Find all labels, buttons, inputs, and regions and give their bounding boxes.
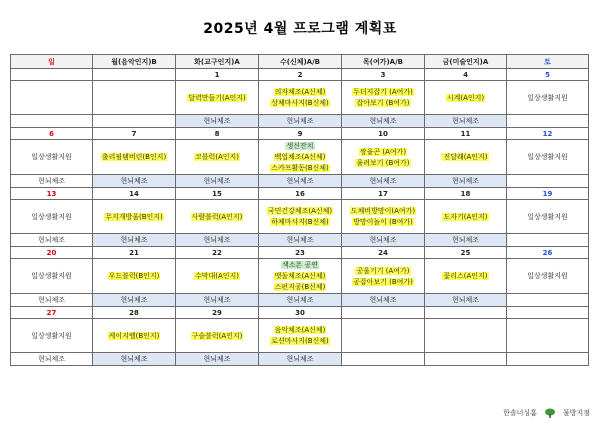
date-cell: 14 bbox=[93, 188, 176, 200]
tree-logo-icon bbox=[543, 408, 557, 418]
activity-cell bbox=[176, 319, 259, 353]
activity-cell bbox=[507, 81, 589, 115]
program-label: 율려보기 (B여가) bbox=[356, 158, 410, 167]
date-row bbox=[11, 307, 589, 319]
exercise-cell: 현뇌체조 bbox=[425, 294, 507, 307]
program-label: 우드블럭(B인지) bbox=[108, 272, 160, 280]
program-label: 의자체조(A신체) bbox=[274, 88, 326, 96]
exercise-cell: 현뇌체조 bbox=[342, 234, 425, 247]
exercise-cell: 현뇌체조 bbox=[176, 353, 259, 366]
activity-cell bbox=[93, 200, 176, 234]
activity-cell bbox=[259, 259, 342, 294]
date-cell: 26 bbox=[507, 247, 589, 259]
header-wednesday: 수(신체)A/B bbox=[259, 55, 342, 69]
activity-cell bbox=[342, 200, 425, 234]
activity-row bbox=[11, 319, 589, 353]
date-cell: 25 bbox=[425, 247, 507, 259]
exercise-cell: 현뇌체조 bbox=[176, 175, 259, 188]
date-cell: 4 bbox=[425, 69, 507, 81]
exercise-cell: 현뇌체조 bbox=[259, 353, 342, 366]
date-cell: 7 bbox=[93, 128, 176, 140]
activity-cell bbox=[176, 200, 259, 234]
program-label: 쌍윷곤 (A여가) bbox=[359, 147, 407, 156]
program-label: 잡아보기 (B여가) bbox=[356, 99, 410, 107]
date-cell: 19 bbox=[507, 188, 589, 200]
program-label: 달력만들기(A인지) bbox=[188, 93, 246, 102]
program-label: 도자기(A인지) bbox=[443, 212, 488, 221]
exercise-cell: 현뇌체조 bbox=[11, 353, 93, 366]
program-label: 스펀지공(B신체) bbox=[274, 283, 326, 291]
exercise-cell: 현뇌체조 bbox=[176, 294, 259, 307]
program-label: 출리핌탬버린(B인지) bbox=[101, 153, 167, 161]
header-friday: 금(미술인지)A bbox=[425, 55, 507, 69]
exercise-row bbox=[11, 294, 589, 307]
activity-row bbox=[11, 259, 589, 294]
program-label: 로션마사지(B신체) bbox=[271, 337, 329, 345]
program-label: 국민건강체조(A신체) bbox=[267, 207, 333, 215]
date-cell: 29 bbox=[176, 307, 259, 319]
date-cell: 6 bbox=[11, 128, 93, 140]
program-label: 일상생활지원 bbox=[527, 272, 568, 280]
activity-cell bbox=[259, 319, 342, 353]
exercise-cell: 현뇌체조 bbox=[93, 234, 176, 247]
activity-cell bbox=[507, 140, 589, 175]
date-cell: 27 bbox=[11, 307, 93, 319]
exercise-cell bbox=[507, 115, 589, 128]
activity-cell bbox=[259, 140, 342, 175]
facility-name: 한솔너싱홈 bbox=[503, 409, 537, 417]
exercise-cell bbox=[425, 353, 507, 366]
program-label: 구슬블럭(A인지) bbox=[191, 331, 243, 340]
program-label: 진달래(A인지) bbox=[443, 153, 488, 161]
exercise-cell: 현뇌체조 bbox=[11, 294, 93, 307]
activity-row bbox=[11, 81, 589, 115]
date-cell: 21 bbox=[93, 247, 176, 259]
exercise-cell bbox=[93, 115, 176, 128]
date-cell: 17 bbox=[342, 188, 425, 200]
activity-cell bbox=[507, 319, 589, 353]
exercise-cell bbox=[507, 175, 589, 188]
exercise-cell: 현뇌체조 bbox=[259, 175, 342, 188]
activity-cell bbox=[342, 259, 425, 294]
event-label: 생신잔치 bbox=[286, 142, 314, 150]
exercise-cell: 현뇌체조 bbox=[342, 175, 425, 188]
program-label: 케이지벨(B인지) bbox=[108, 331, 160, 340]
date-cell bbox=[342, 307, 425, 319]
date-cell bbox=[11, 69, 93, 81]
activity-cell bbox=[11, 259, 93, 294]
activity-cell bbox=[425, 259, 507, 294]
activity-cell bbox=[259, 81, 342, 115]
exercise-row bbox=[11, 353, 589, 366]
date-cell: 9 bbox=[259, 128, 342, 140]
program-label: 맷돌체조(A신체) bbox=[274, 272, 326, 280]
date-cell: 5 bbox=[507, 69, 589, 81]
date-cell: 24 bbox=[342, 247, 425, 259]
program-label: 무지개방울(B인지) bbox=[105, 212, 163, 221]
date-cell: 16 bbox=[259, 188, 342, 200]
activity-cell bbox=[176, 259, 259, 294]
date-cell: 15 bbox=[176, 188, 259, 200]
event-label: 색소폰 공연 bbox=[281, 261, 319, 269]
header-thursday: 목(여가)A/B bbox=[342, 55, 425, 69]
program-label: 하체마사지(B신체) bbox=[271, 218, 329, 226]
date-cell bbox=[507, 307, 589, 319]
date-cell: 3 bbox=[342, 69, 425, 81]
exercise-cell: 현뇌체조 bbox=[93, 353, 176, 366]
date-cell: 1 bbox=[176, 69, 259, 81]
program-label: 음악체조(A신체) bbox=[274, 326, 326, 334]
activity-cell bbox=[11, 140, 93, 175]
exercise-cell: 현뇌체조 bbox=[259, 294, 342, 307]
program-label: 사람블럭(A인지) bbox=[191, 212, 243, 221]
header-row bbox=[11, 55, 589, 69]
date-cell: 13 bbox=[11, 188, 93, 200]
program-label: 꽃리스(A인지) bbox=[443, 272, 488, 280]
exercise-cell: 현뇌체조 bbox=[425, 234, 507, 247]
date-cell: 8 bbox=[176, 128, 259, 140]
activity-cell bbox=[425, 140, 507, 175]
exercise-cell: 현뇌체조 bbox=[93, 294, 176, 307]
activity-cell bbox=[176, 81, 259, 115]
activity-cell bbox=[259, 200, 342, 234]
program-calendar bbox=[10, 54, 589, 366]
date-cell bbox=[425, 307, 507, 319]
program-label: 일상생활지원 bbox=[527, 153, 568, 161]
date-row bbox=[11, 69, 589, 81]
program-label: 백업체조(A신체) bbox=[274, 153, 326, 161]
exercise-cell: 현뇌체조 bbox=[259, 115, 342, 128]
date-cell: 22 bbox=[176, 247, 259, 259]
activity-cell bbox=[11, 319, 93, 353]
program-label: 스카프활동(B신체) bbox=[271, 164, 329, 172]
exercise-cell: 현뇌체조 bbox=[176, 115, 259, 128]
header-saturday: 토 bbox=[507, 55, 589, 69]
exercise-cell: 현뇌체조 bbox=[176, 234, 259, 247]
activity-cell bbox=[425, 81, 507, 115]
activity-cell bbox=[507, 259, 589, 294]
exercise-cell: 현뇌체조 bbox=[342, 115, 425, 128]
program-label: 코블럭(A인지) bbox=[194, 153, 240, 161]
activity-cell bbox=[176, 140, 259, 175]
date-cell: 11 bbox=[425, 128, 507, 140]
activity-cell bbox=[342, 81, 425, 115]
activity-cell bbox=[93, 140, 176, 175]
exercise-cell: 현뇌체조 bbox=[259, 234, 342, 247]
activity-row bbox=[11, 140, 589, 175]
exercise-cell bbox=[11, 115, 93, 128]
activity-cell bbox=[342, 319, 425, 353]
exercise-cell: 현뇌체조 bbox=[425, 175, 507, 188]
exercise-cell: 현뇌체조 bbox=[342, 294, 425, 307]
program-label: 도체비방망이(A여가) bbox=[350, 207, 416, 215]
program-label: 공울기기 (A여가) bbox=[356, 266, 410, 275]
date-cell: 28 bbox=[93, 307, 176, 319]
program-label: 상체마사지(B신체) bbox=[271, 99, 329, 107]
date-cell: 2 bbox=[259, 69, 342, 81]
program-label: 수막대(A인지) bbox=[194, 272, 240, 280]
footer bbox=[503, 408, 590, 418]
exercise-cell: 현뇌체조 bbox=[93, 175, 176, 188]
activity-cell bbox=[342, 140, 425, 175]
program-label: 일상생활지원 bbox=[31, 212, 72, 221]
exercise-cell: 현뇌체조 bbox=[11, 175, 93, 188]
activity-cell bbox=[425, 200, 507, 234]
exercise-row bbox=[11, 115, 589, 128]
program-label: 일상생활지원 bbox=[31, 272, 72, 280]
activity-cell bbox=[507, 200, 589, 234]
exercise-cell: 현뇌체조 bbox=[425, 115, 507, 128]
program-label: 일상생활지원 bbox=[31, 331, 72, 340]
program-label: 일상생활지원 bbox=[31, 153, 72, 161]
date-row bbox=[11, 128, 589, 140]
date-cell: 18 bbox=[425, 188, 507, 200]
date-cell bbox=[93, 69, 176, 81]
date-cell: 30 bbox=[259, 307, 342, 319]
program-label: 일상생활지원 bbox=[527, 93, 568, 102]
branch-name: 물방지점 bbox=[562, 409, 590, 417]
exercise-cell bbox=[342, 353, 425, 366]
activity-row bbox=[11, 200, 589, 234]
activity-cell bbox=[11, 200, 93, 234]
header-tuesday: 화(교구인지)A bbox=[176, 55, 259, 69]
program-label: 공잡아보기 (B여가) bbox=[353, 277, 413, 286]
activity-cell bbox=[93, 319, 176, 353]
date-cell: 12 bbox=[507, 128, 589, 140]
date-cell: 20 bbox=[11, 247, 93, 259]
date-row bbox=[11, 188, 589, 200]
exercise-row bbox=[11, 175, 589, 188]
activity-cell bbox=[93, 259, 176, 294]
exercise-cell bbox=[507, 294, 589, 307]
program-label: 일상생활지원 bbox=[527, 212, 568, 221]
exercise-cell bbox=[507, 353, 589, 366]
program-label: 방망이놀이 (B여가) bbox=[353, 218, 413, 226]
header-monday: 월(음악인지)B bbox=[93, 55, 176, 69]
program-label: 시계(A인지) bbox=[446, 93, 485, 102]
page-title: 2025년 4월 프로그램 계획표 bbox=[203, 21, 397, 37]
activity-cell bbox=[11, 81, 93, 115]
program-label: 두더지잡기 (A여가) bbox=[353, 88, 413, 96]
exercise-row bbox=[11, 234, 589, 247]
date-row bbox=[11, 247, 589, 259]
exercise-cell: 현뇌체조 bbox=[11, 234, 93, 247]
exercise-cell bbox=[507, 234, 589, 247]
date-cell: 23 bbox=[259, 247, 342, 259]
date-cell: 10 bbox=[342, 128, 425, 140]
activity-cell bbox=[93, 81, 176, 115]
header-sunday: 일 bbox=[11, 55, 93, 69]
activity-cell bbox=[425, 319, 507, 353]
